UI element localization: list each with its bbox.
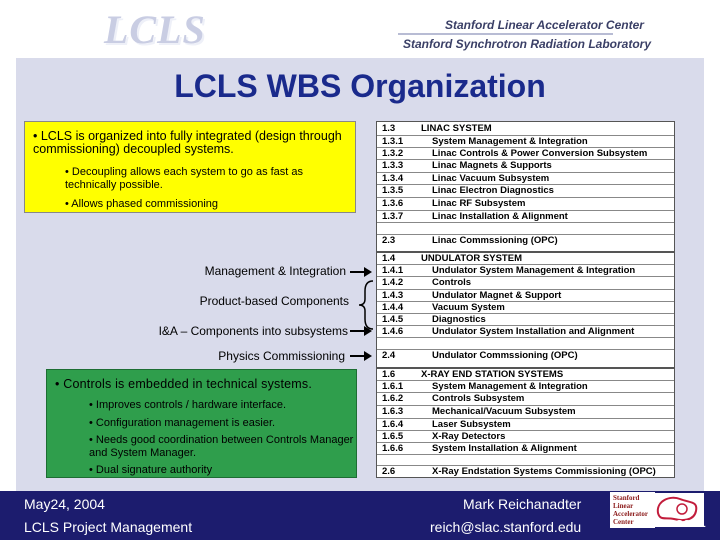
arrow-management [350,271,370,273]
wbs-spacer [377,454,674,465]
wbs-row: 1.4.6 Undulator System Installation and Alignment [377,325,674,338]
wbs-row: 1.4 UNDULATOR SYSTEM [377,251,674,265]
label-physics: Physics Commissioning [218,349,345,363]
footer-author: Mark Reichanadter [463,496,582,512]
arrow-physics [350,355,370,357]
wbs-row: 1.6 X-RAY END STATION SYSTEMS [377,367,674,381]
wbs-row: 1.4.3 Undulator Magnet & Support [377,289,674,302]
wbs-row: 1.3.4 Linac Vacuum Subsystem [377,172,674,185]
product-brace [355,279,377,331]
wbs-spacer [377,222,674,234]
callout-bullet: • Decoupling allows each system to go as fast as technically possible. [65,166,304,191]
controls-callout [46,369,357,478]
wbs-row: 1.4.1 Undulator System Management & Integration [377,264,674,277]
wbs-row: 1.3.5 Linac Electron Diagnostics [377,184,674,197]
callout-main: • LCLS is organized into fully integrated (design through commissioning) decoupled systems. [33,129,342,156]
wbs-row: 1.3.3 Linac Magnets & Supports [377,159,674,172]
controls-bullet: • Improves controls / hardware interface. [89,399,287,411]
wbs-row: 1.6.4 Laser Subsystem [377,418,674,431]
wbs-row: 1.4.2 Controls [377,276,674,289]
slide-title: LCLS WBS Organization [174,68,546,104]
wbs-row: 1.6.6 System Installation & Alignment [377,442,674,455]
wbs-row: 1.3.6 Linac RF Subsystem [377,197,674,210]
organization-callout [24,121,356,213]
ssrl-org-name: Stanford Synchrotron Radiation Laboratory [403,37,652,51]
callout-bullet: • Allows phased commissioning [65,198,219,210]
ssrl-label: SSRL [676,519,707,530]
footer-email: reich@slac.stanford.edu [430,519,582,535]
wbs-row: 1.3.7 Linac Installation & Alignment [377,210,674,223]
wbs-row: 1.6.5 X-Ray Detectors [377,430,674,443]
wbs-row: 1.3.1 System Management & Integration [377,135,674,148]
controls-bullet: • Needs good coordination between Controls Manager and System Manager. [89,434,354,459]
header [0,0,720,58]
footer-project: LCLS Project Management [24,519,193,535]
label-product: Product-based Components [199,294,349,308]
controls-bullet: • Configuration management is easier. [89,417,276,429]
wbs-row: 1.4.4 Vacuum System [377,301,674,314]
slac-logo: Stanford Linear Accelerator Center [610,492,655,528]
label-ia: I&A – Components into subsystems [158,324,348,338]
wbs-row: 2.4 Undulator Commssioning (OPC) [377,349,674,362]
wbs-row: 2.6 X-Ray Endstation Systems Commissioning (OPC) [377,465,674,478]
controls-main: • Controls is embedded in technical systems. [55,377,313,391]
wbs-row: 2.3 Linac Commssioning (OPC) [377,234,674,247]
label-management: Management & Integration [204,264,346,278]
wbs-row: 1.3.2 Linac Controls & Power Conversion Subsystem [377,147,674,160]
wbs-row: 1.4.5 Diagnostics [377,313,674,326]
wbs-row: 1.6.3 Mechanical/Vacuum Subsystem [377,405,674,418]
wbs-row: 1.6.2 Controls Subsystem [377,392,674,405]
wbs-spacer [377,337,674,348]
header-divider [398,33,613,35]
slac-org-name: Stanford Linear Accelerator Center [445,18,644,32]
lcls-logo: LCLS [104,7,206,52]
wbs-row: 1.6.1 System Management & Integration [377,380,674,393]
wbs-row: 1.3 LINAC SYSTEM [382,123,492,134]
footer-date: May24, 2004 [24,496,105,512]
wbs-table [376,121,675,478]
controls-bullet: • Dual signature authority [89,464,213,476]
